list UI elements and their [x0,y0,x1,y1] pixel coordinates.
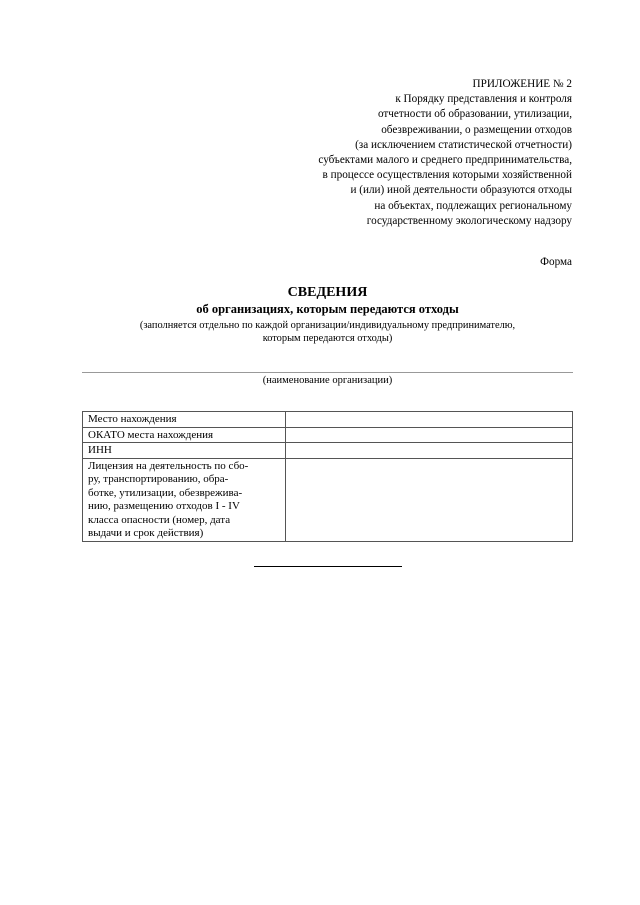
appendix-line: на объектах, подлежащих региональному [374,199,572,212]
location-value-cell[interactable] [286,412,573,428]
form-label: Форма [540,256,572,268]
organization-name-field[interactable] [82,372,573,373]
appendix-line: государственному экологическому надзору [366,214,572,227]
appendix-header [252,77,572,229]
appendix-line: в процессе осуществления которыми хозяйственной [322,169,572,182]
license-label-line: ру, транспортированию, обра- [88,473,229,485]
fill-note-line: которым передаются отходы) [262,333,393,344]
inn-label: ИНН [83,443,286,459]
table-row [83,427,573,443]
table-row [83,458,573,541]
license-label-line: выдачи и срок действия) [88,527,204,539]
table-row [83,412,573,428]
document-title: СВЕДЕНИЯ [287,285,368,300]
license-value-cell[interactable] [286,458,573,541]
license-label-line: нию, размещению отходов I - IV [88,500,240,512]
fill-note-line: (заполняется отдельно по каждой организации/индивидуальному предпринимателю, [139,320,516,331]
table-row [83,443,573,459]
appendix-line: и (или) иной деятельности образуются отходы [350,184,572,197]
appendix-line: (за исключением статистической отчетности) [355,138,572,151]
license-label-line: класса опасности (номер, дата [88,513,231,526]
okato-value-cell[interactable] [286,427,573,443]
license-label-line: ботке, утилизации, обезврежива- [88,486,243,499]
inn-value-cell[interactable] [286,443,573,459]
appendix-line: обезвреживании, о размещении отходов [381,123,572,136]
appendix-number: ПРИЛОЖЕНИЕ № 2 [472,78,572,90]
organization-name-caption: (наименование организации) [262,375,393,386]
license-label [83,458,286,541]
appendix-line: отчетности об образовании, утилизации, [377,108,572,121]
document-subtitle: об организациях, которым передаются отходы [196,302,459,316]
okato-label: ОКАТО места нахождения [83,427,286,443]
license-label-line: Лицензия на деятельность по сбо- [88,459,249,472]
closing-rule [254,566,402,567]
organization-info-table [82,411,573,542]
fill-note [0,319,640,345]
location-label: Место нахождения [83,412,286,428]
appendix-line: к Порядку представления и контроля [395,93,572,106]
appendix-line: субъектами малого и среднего предпринимательства, [318,154,572,167]
